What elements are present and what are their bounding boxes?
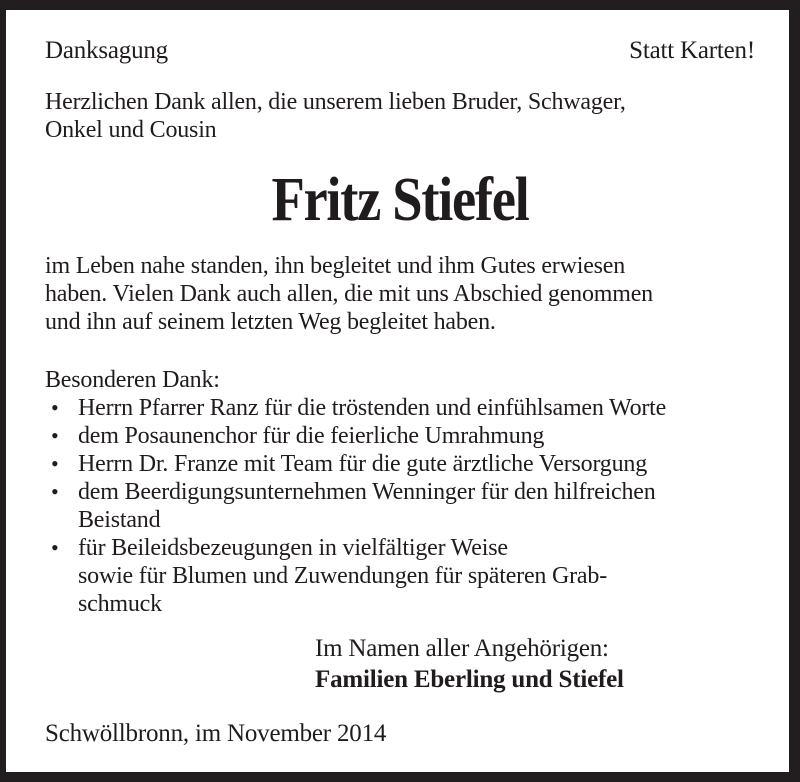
- list-item-line: dem Beerdigungsunternehmen Wenninger für den hilfreichen: [78, 479, 656, 505]
- notice-content: [6, 10, 789, 772]
- list-item-line: Beistand: [78, 507, 161, 533]
- bullet-icon: •: [51, 423, 59, 448]
- thanks-list: [45, 394, 755, 618]
- body-paragraph: [45, 252, 755, 336]
- signature-names: Familien Eberling und Stiefel: [315, 666, 624, 693]
- list-item: [45, 450, 755, 478]
- list-item: [45, 394, 755, 422]
- body-line: im Leben nahe standen, ihn begleitet und ihm Gutes erwiesen: [45, 253, 626, 279]
- bullet-icon: •: [51, 479, 59, 504]
- intro-line: Onkel und Cousin: [45, 117, 217, 143]
- bullet-icon: •: [51, 535, 59, 560]
- list-item-line: für Beileidsbezeugungen in vielfältiger Weise: [78, 535, 508, 561]
- body-line: haben. Vielen Dank auch allen, die mit uns Abschied genommen: [45, 281, 653, 307]
- signature-block: [315, 634, 755, 696]
- body-line: und ihn auf seinem letzten Weg begleitet haben.: [45, 309, 496, 335]
- list-item-line: sowie für Blumen und Zuwendungen für späteren Grab-: [78, 563, 607, 589]
- list-item: [45, 534, 755, 618]
- bullet-icon: •: [51, 451, 59, 476]
- intro-line: Herzlichen Dank allen, die unserem lieben Bruder, Schwager,: [45, 89, 626, 115]
- deceased-name: Fritz Stiefel: [271, 166, 529, 234]
- intro-paragraph: [45, 88, 755, 144]
- notice-type-label: Danksagung: [45, 37, 168, 64]
- list-item: [45, 478, 755, 534]
- list-item-line: schmuck: [78, 591, 162, 617]
- bullet-icon: •: [51, 395, 59, 420]
- special-thanks-section: [45, 366, 755, 618]
- list-item-line: Herrn Dr. Franze mit Team für die gute ärztliche Versorgung: [78, 451, 648, 477]
- notice-header: [45, 36, 755, 66]
- statt-karten-label: Statt Karten!: [629, 37, 755, 64]
- thanks-heading: Besonderen Dank:: [45, 367, 220, 393]
- place-date-line: Schwöllbronn, im November 2014: [45, 720, 387, 747]
- signature-intro: Im Namen aller Angehörigen:: [315, 635, 609, 662]
- list-item: [45, 422, 755, 450]
- list-item-line: dem Posaunenchor für die feierliche Umrahmung: [78, 423, 545, 449]
- list-item-line: Herrn Pfarrer Ranz für die tröstenden und einfühlsamen Worte: [78, 395, 667, 421]
